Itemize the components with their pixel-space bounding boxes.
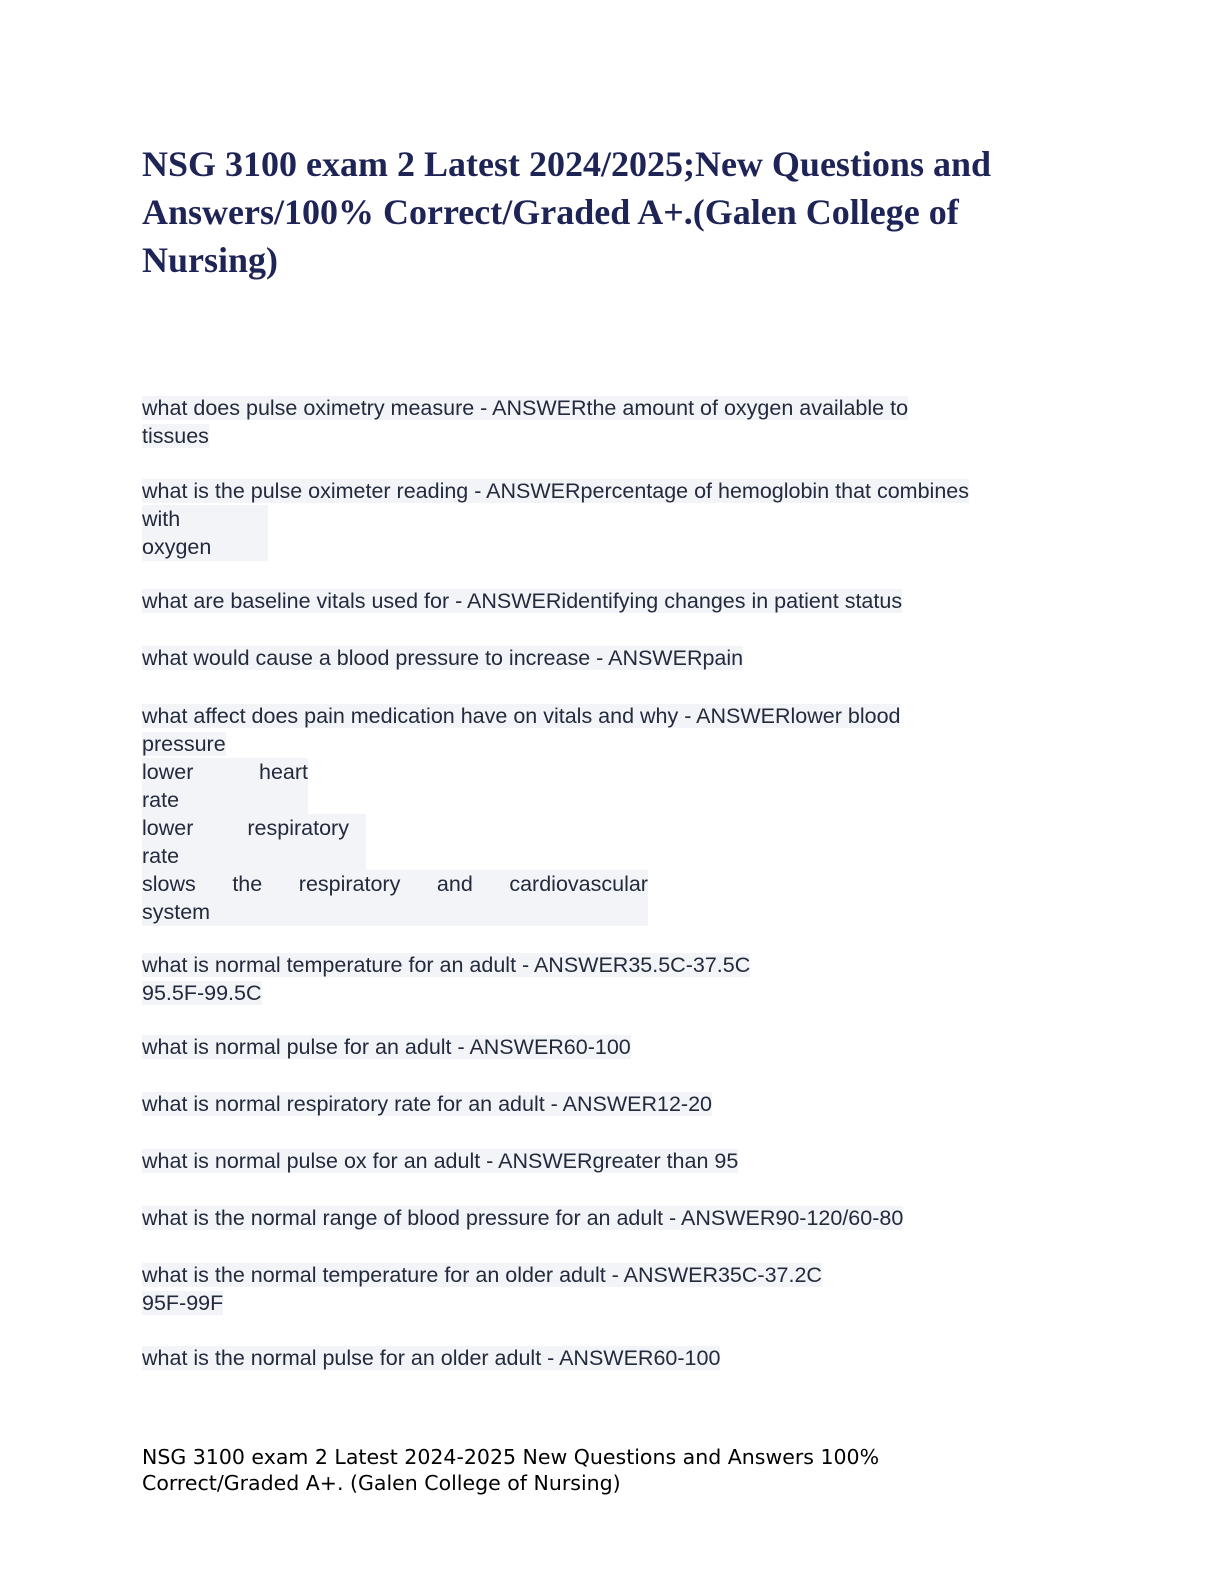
qa-word: respiratory bbox=[298, 872, 401, 896]
qa-item bbox=[142, 1344, 720, 1372]
qa-item bbox=[142, 951, 750, 1007]
qa-text: rate bbox=[142, 788, 180, 812]
qa-word: respiratory bbox=[247, 816, 349, 840]
qa-text: 95F-99F bbox=[142, 1291, 224, 1315]
qa-word: lower bbox=[142, 816, 194, 840]
qa-text: what is normal pulse ox for an adult - ANSWERgreater than 95 bbox=[142, 1149, 739, 1173]
qa-word: cardiovascular bbox=[509, 872, 648, 896]
qa-text: what is the pulse oximeter reading - ANSWERpercentage of hemoglobin that combines bbox=[142, 479, 969, 503]
qa-text-block bbox=[142, 814, 366, 870]
qa-word: and bbox=[436, 872, 473, 896]
qa-item bbox=[142, 1261, 822, 1317]
qa-text: what is the normal pulse for an older adult - ANSWER60-100 bbox=[142, 1346, 721, 1370]
qa-text: what is normal pulse for an adult - ANSWER60-100 bbox=[142, 1035, 631, 1059]
qa-text: what does pulse oximetry measure - ANSWERthe amount of oxygen available to bbox=[142, 396, 909, 420]
qa-text: oxygen bbox=[142, 535, 212, 559]
qa-text-block bbox=[142, 505, 268, 561]
qa-text-block bbox=[142, 758, 308, 814]
qa-text: what is normal respiratory rate for an adult - ANSWER12-20 bbox=[142, 1092, 712, 1116]
qa-item bbox=[142, 1033, 631, 1061]
qa-text: rate bbox=[142, 844, 180, 868]
qa-text: 95.5F-99.5C bbox=[142, 981, 262, 1005]
qa-text-block bbox=[142, 870, 648, 926]
qa-text: system bbox=[142, 900, 211, 924]
qa-item bbox=[142, 587, 902, 615]
qa-item bbox=[142, 1204, 903, 1232]
qa-item bbox=[142, 702, 900, 926]
qa-item bbox=[142, 1147, 738, 1175]
qa-item bbox=[142, 477, 969, 561]
page-footer: NSG 3100 exam 2 Latest 2024-2025 New Questions and Answers 100% Correct/Graded A+. (Galen College of Nursing) bbox=[142, 1445, 880, 1495]
document-title: NSG 3100 exam 2 Latest 2024/2025;New Questions and Answers/100% Correct/Graded A+.(Galen College of Nursing) bbox=[142, 144, 992, 280]
qa-text: what affect does pain medication have on vitals and why - ANSWERlower blood bbox=[142, 704, 901, 728]
qa-text: tissues bbox=[142, 424, 209, 448]
qa-item bbox=[142, 1090, 712, 1118]
qa-text: what is normal temperature for an adult - ANSWER35.5C-37.5C bbox=[142, 953, 751, 977]
qa-item bbox=[142, 644, 743, 672]
qa-word: slows bbox=[142, 872, 196, 896]
qa-text: what are baseline vitals used for - ANSWERidentifying changes in patient status bbox=[142, 589, 903, 613]
qa-text: what would cause a blood pressure to increase - ANSWERpain bbox=[142, 646, 744, 670]
qa-text: pressure bbox=[142, 732, 226, 756]
qa-word: the bbox=[232, 872, 263, 896]
qa-item bbox=[142, 394, 908, 450]
qa-word: lower bbox=[142, 760, 194, 784]
qa-text: with bbox=[142, 507, 181, 531]
qa-word: heart bbox=[258, 760, 308, 784]
qa-text: what is the normal range of blood pressure for an adult - ANSWER90-120/60-80 bbox=[142, 1206, 904, 1230]
qa-text: what is the normal temperature for an older adult - ANSWER35C-37.2C bbox=[142, 1263, 822, 1287]
